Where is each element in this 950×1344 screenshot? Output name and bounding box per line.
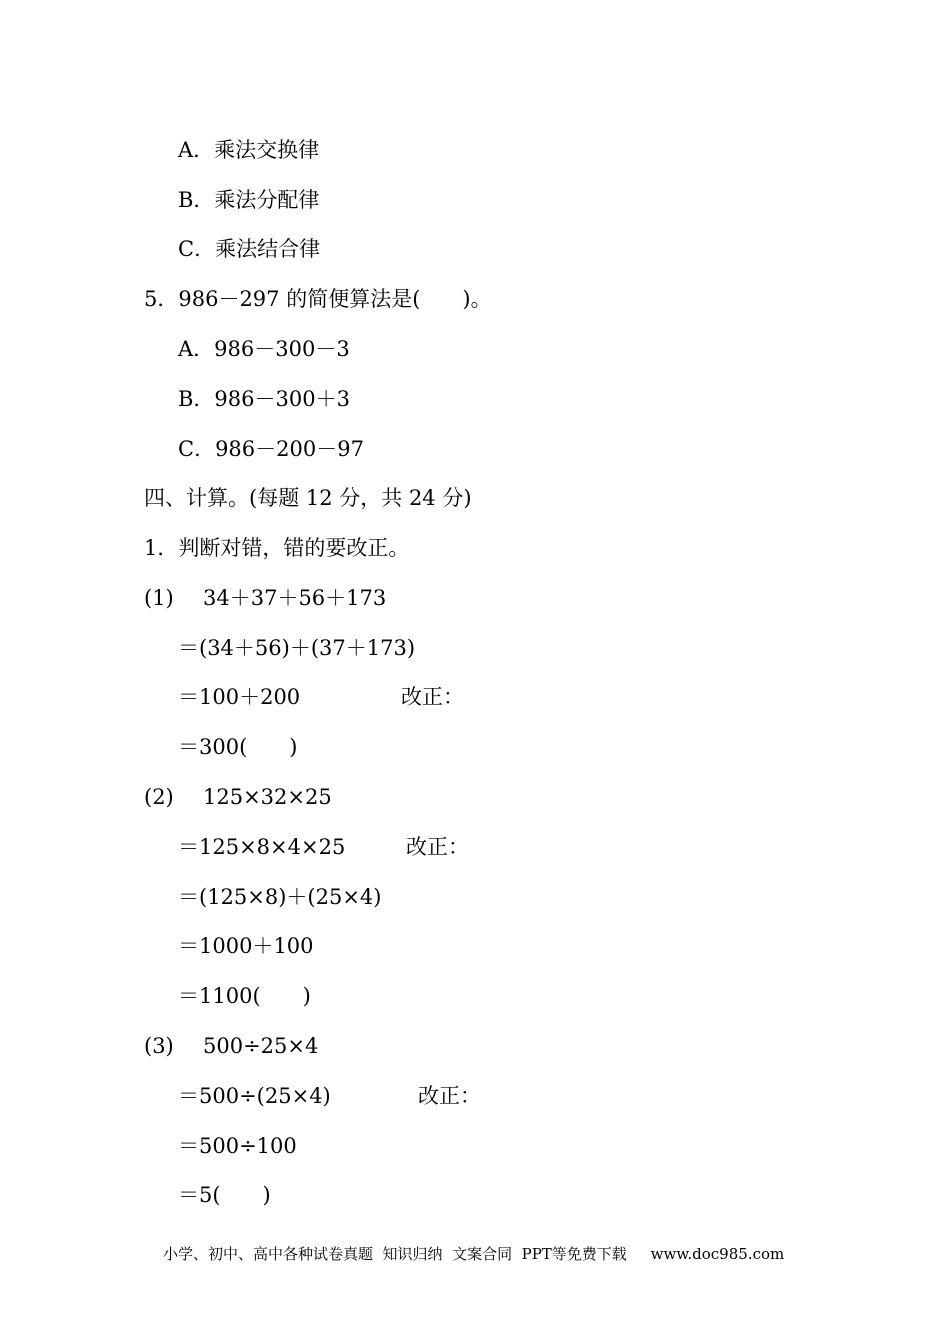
q5-stem: 5．986－297 的简便算法是( )。 <box>144 287 492 311</box>
problem-2-step-3: ＝1000＋100 <box>178 934 314 958</box>
q4-option-a: A．乘法交换律 <box>178 138 320 162</box>
problem-1-step-1: ＝(34＋56)＋(37＋173) <box>178 636 416 660</box>
problem-3-step-2: ＝500÷100 <box>178 1134 297 1158</box>
question-1-stem: 1．判断对错，错的要改正。 <box>144 536 410 560</box>
problem-2-step-2: ＝(125×8)＋(25×4) <box>178 885 382 909</box>
problem-3-expression: 500÷25×4 <box>203 1034 319 1058</box>
problem-2-correction-label: 改正： <box>406 835 469 859</box>
problem-1-step-2: ＝100＋200 <box>178 685 301 709</box>
problem-3-step-3: ＝5( ) <box>178 1183 271 1207</box>
q4-option-c: C．乘法结合律 <box>178 237 321 261</box>
problem-1-expression: 34＋37＋56＋173 <box>203 586 387 610</box>
q4-option-b: B．乘法分配律 <box>178 188 320 212</box>
problem-3-step-1: ＝500÷(25×4) <box>178 1084 331 1108</box>
problem-1-correction-label: 改正： <box>401 685 464 709</box>
q5-option-a: A．986－300－3 <box>178 337 350 361</box>
q5-option-c: C．986－200－97 <box>178 437 364 461</box>
problem-3-correction-label: 改正： <box>418 1084 481 1108</box>
problem-2-label: (2) <box>144 785 174 809</box>
problem-1-label: (1) <box>144 586 174 610</box>
section-heading: 四、计算。(每题 12 分，共 24 分) <box>144 486 472 510</box>
problem-2-step-1: ＝125×8×4×25 <box>178 835 346 859</box>
problem-2-step-4: ＝1100( ) <box>178 984 311 1008</box>
q5-option-b: B．986－300＋3 <box>178 387 350 411</box>
page-footer: 小学、初中、高中各种试卷真题 知识归纳 文案合同 PPT等免费下载 www.doc985.com <box>163 1245 785 1263</box>
problem-3-label: (3) <box>144 1034 174 1058</box>
problem-1-step-3: ＝300( ) <box>178 735 298 759</box>
problem-2-expression: 125×32×25 <box>203 785 332 809</box>
